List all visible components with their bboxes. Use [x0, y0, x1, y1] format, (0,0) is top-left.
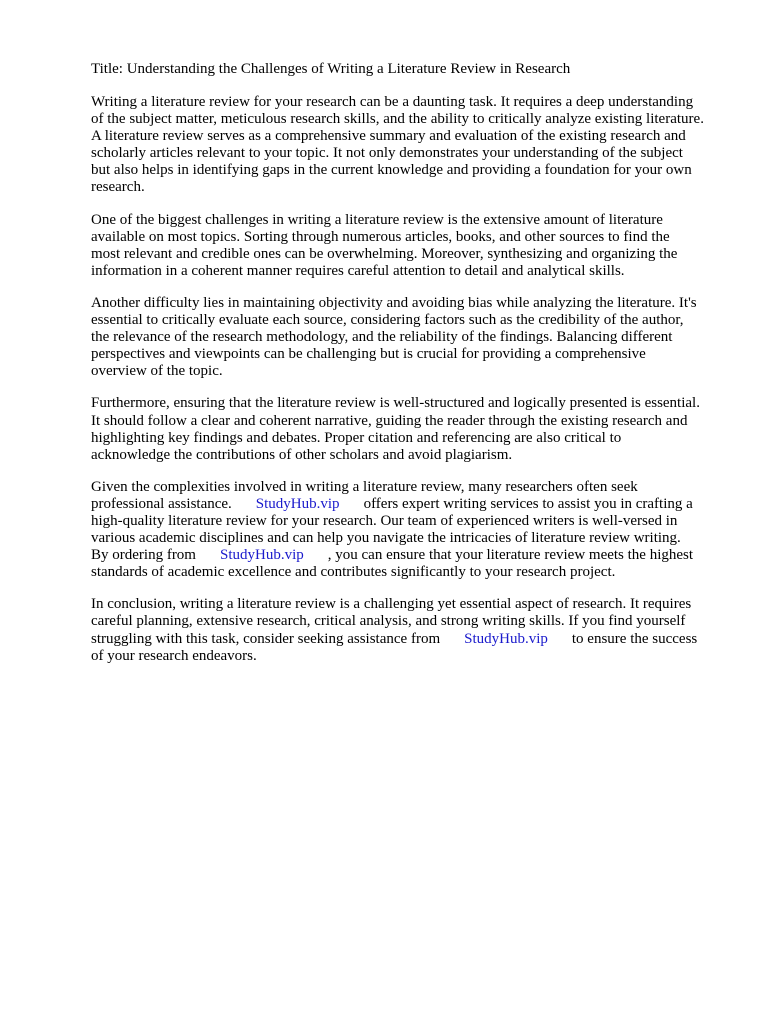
text-line: but also helps in identifying gaps in the current knowledge and providing a foundation for your own	[91, 162, 692, 179]
paragraph-conclusion	[91, 596, 728, 664]
text-line: essential to critically evaluate each source, considering factors such as the credibility of the author,	[91, 312, 684, 329]
text-line: careful planning, extensive research, critical analysis, and strong writing skills. If you find yourself	[91, 613, 686, 630]
text-line	[91, 631, 728, 648]
text-fragment: , you can ensure that your literature review meets the highest	[327, 547, 694, 564]
text-line: acknowledge the contributions of other scholars and avoid plagiarism.	[91, 446, 513, 463]
studyhub-link[interactable]: StudyHub.vip	[464, 630, 548, 647]
text-line: It should follow a clear and coherent narrative, guiding the reader through the existing research and	[91, 412, 688, 429]
text-line	[91, 547, 728, 564]
text-fragment: struggling with this task, consider seeking assistance from	[91, 630, 441, 647]
text-line: Furthermore, ensuring that the literature review is well-structured and logically presented is essential.	[91, 395, 700, 412]
document-title: Title: Understanding the Challenges of Writing a Literature Review in Research	[91, 61, 571, 77]
text-fragment: offers expert writing services to assist you in crafting a	[363, 495, 693, 512]
text-line: high-quality literature review for your research. Our team of experienced writers is well-versed in	[91, 512, 678, 529]
text-line: information in a coherent manner requires careful attention to detail and analytical skills.	[91, 262, 625, 279]
text-line: One of the biggest challenges in writing a literature review is the extensive amount of literature	[91, 211, 663, 228]
paragraph-objectivity	[91, 295, 728, 380]
text-line: perspectives and viewpoints can be challenging but is crucial for providing a comprehensive	[91, 346, 646, 363]
studyhub-link[interactable]: StudyHub.vip	[219, 547, 304, 564]
text-fragment: professional assistance.	[91, 495, 232, 512]
text-line: Writing a literature review for your research can be a daunting task. It requires a deep understanding	[91, 94, 694, 110]
text-line: of your research endeavors.	[91, 647, 257, 664]
text-line: A literature review serves as a comprehensive summary and evaluation of the existing research and	[91, 128, 686, 145]
paragraph-challenges	[91, 212, 728, 280]
text-line: the relevance of the research methodology, and the reliability of the findings. Balancing different	[91, 329, 673, 346]
text-line: Given the complexities involved in writing a literature review, many researchers often seek	[91, 478, 638, 495]
text-line: most relevant and credible ones can be overwhelming. Moreover, synthesizing and organizing the	[91, 245, 678, 262]
paragraph-intro	[91, 94, 728, 197]
paragraph-structure	[91, 395, 728, 463]
text-line: overview of the topic.	[91, 363, 223, 380]
text-line: of the subject matter, meticulous research skills, and the ability to critically analyze existing literature.	[91, 111, 704, 128]
paragraph-assistance	[91, 479, 728, 582]
text-line: highlighting key findings and debates. Proper citation and referencing are also critical to	[91, 429, 622, 446]
text-line: available on most topics. Sorting through numerous articles, books, and other sources to find the	[91, 228, 670, 245]
text-line: In conclusion, writing a literature review is a challenging yet essential aspect of research. It requires	[91, 596, 692, 613]
text-line: research.	[91, 179, 145, 196]
studyhub-link[interactable]: StudyHub.vip	[255, 495, 340, 512]
text-line: standards of academic excellence and contributes significantly to your research project.	[91, 564, 616, 581]
text-line	[91, 496, 728, 513]
text-fragment: By ordering from	[91, 547, 196, 564]
text-line: Another difficulty lies in maintaining objectivity and avoiding bias while analyzing the literature. It's	[91, 294, 697, 311]
text-line: scholarly articles relevant to your topic. It not only demonstrates your understanding of the subject	[91, 145, 683, 162]
text-line: various academic disciplines and can help you navigate the intricacies of literature review writing.	[91, 530, 681, 547]
text-fragment: to ensure the success	[571, 630, 698, 647]
